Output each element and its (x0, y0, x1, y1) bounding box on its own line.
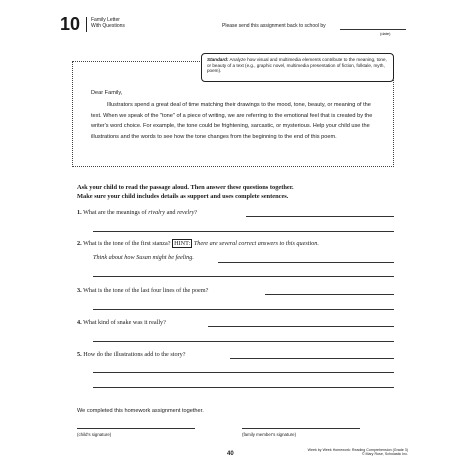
letter-greeting: Dear Family, (91, 90, 123, 96)
unit-title-line1: Family Letter (91, 17, 120, 23)
question-text: What kind of snake was it really? (83, 319, 166, 326)
answer-line[interactable] (93, 387, 394, 388)
unit-number: 10 (60, 14, 81, 34)
unit-title (91, 17, 125, 29)
answer-line[interactable] (93, 372, 394, 373)
hint-text: There are several correct answers to this question. (193, 240, 319, 247)
question-text: What is the tone of the last four lines of the poem? (83, 287, 209, 294)
page-number: 40 (227, 451, 234, 457)
unit-title-line2: With Questions (91, 23, 125, 29)
completed-statement: We completed this homework assignment together. (77, 408, 204, 414)
question-2 (77, 240, 319, 248)
answer-line[interactable] (230, 358, 394, 359)
hint-label: HINT: (174, 240, 191, 247)
book-credit-line2: © Mary Rose, Scholastic Inc. (361, 452, 408, 457)
question-term: rivalry (148, 209, 166, 216)
question-3 (77, 287, 208, 295)
answer-line[interactable] (218, 262, 394, 263)
hint-continued (93, 254, 194, 262)
date-label: (date) (380, 31, 391, 36)
answer-line[interactable] (93, 276, 394, 277)
family-signature-label: (family member's signature) (242, 432, 297, 437)
standard-text: Analyze how visual and multimedia elements contribute to the meaning, tone, or beauty of a text (e.g., graphic novel, multimedia presentation of fiction, folktale, myth, poem). (207, 57, 387, 74)
question-text: ? (194, 209, 198, 216)
family-signature-line[interactable] (242, 428, 360, 429)
instructions (77, 183, 407, 201)
answer-line[interactable] (93, 309, 394, 310)
hint-text: Think about how Susan might be feeling. (93, 254, 194, 261)
book-credit (300, 448, 408, 457)
instructions-line1: Ask your child to read the passage aloud. Then answer these questions together. (77, 184, 294, 191)
date-field-line[interactable] (340, 29, 406, 30)
question-4 (77, 319, 166, 327)
send-back-text: Please send this assignment back to school by (222, 23, 326, 29)
standard-box (201, 53, 394, 82)
answer-line[interactable] (246, 216, 394, 217)
child-signature-label: (child's signature) (77, 432, 112, 437)
question-5 (77, 351, 185, 359)
question-number: 4. (77, 319, 82, 326)
question-text: What are the meanings of (83, 209, 147, 216)
answer-line[interactable] (208, 326, 394, 327)
instructions-line2: Make sure your child includes details as support and uses complete sentences. (77, 193, 289, 200)
question-number: 5. (77, 351, 82, 358)
answer-line[interactable] (93, 341, 394, 342)
question-number: 2. (77, 240, 82, 247)
question-text: How do the illustrations add to the story? (83, 351, 186, 358)
question-term: revelry (177, 209, 195, 216)
answer-line[interactable] (93, 231, 394, 232)
letter-body: Illustrators spend a great deal of time matching their drawings to the mood, tone, beauty, or meaning of the text. When we speak of the "tone" of a piece of writing, we are referring to the emotional feel that is created by the writer's word choice. For example, the tone could be frightening, sarcastic, or mysterious. Help your child use the illustrations and the words to see how the tone changes from the beginning to the end of this poem. (91, 102, 373, 140)
question-1 (77, 209, 197, 217)
book-credit-line1: Week by Week Homework: Reading Comprehension (Grade 3) (307, 448, 408, 452)
header-divider (86, 17, 87, 32)
question-text: What is the tone of the first stanza? (83, 240, 171, 247)
question-text: and (166, 209, 176, 216)
question-number: 3. (77, 287, 82, 294)
question-number: 1. (77, 209, 82, 216)
child-signature-line[interactable] (77, 428, 195, 429)
standard-label: Standard: (207, 57, 229, 62)
answer-line[interactable] (265, 294, 394, 295)
